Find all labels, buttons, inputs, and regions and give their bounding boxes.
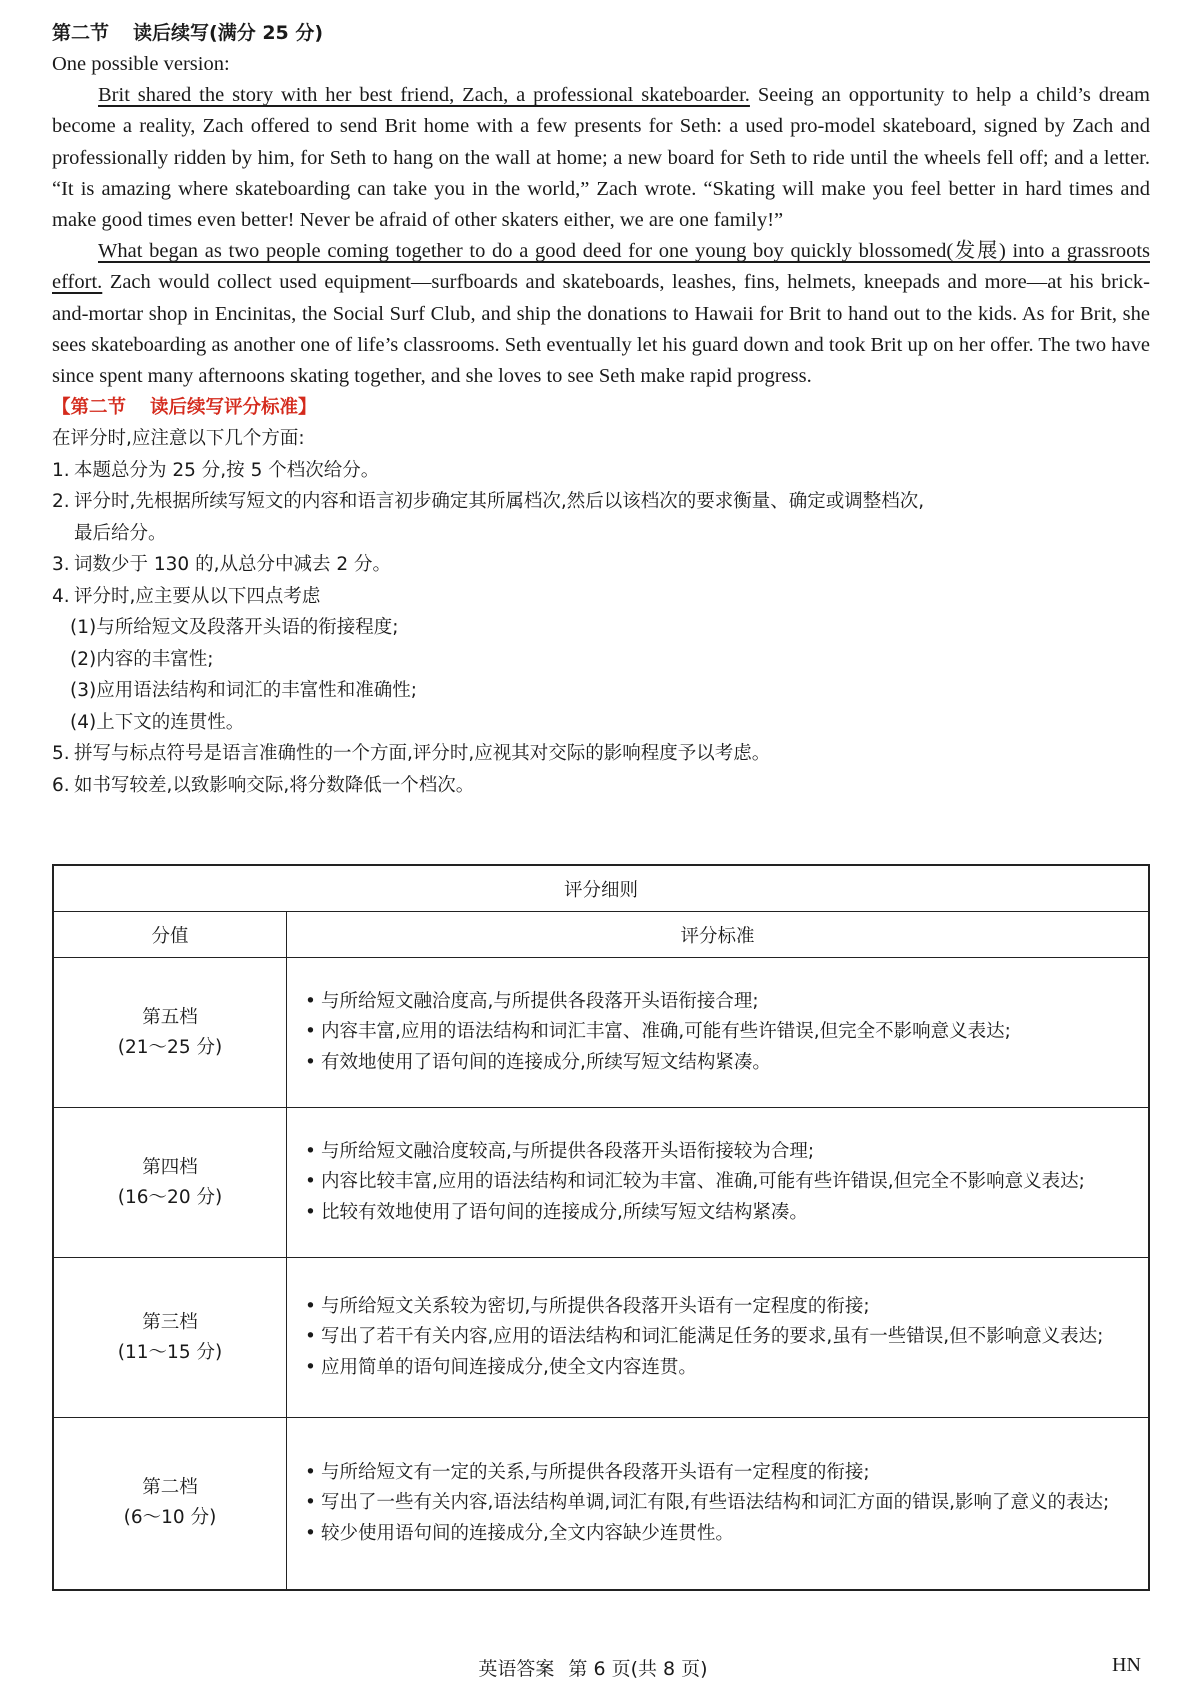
criterion: • 写出了一些有关内容,语法结构单调,词汇有限,有些语法结构和词汇方面的错误,影响了意义的表达; xyxy=(305,1488,1138,1519)
section-title: 读后续写(满分 25 分) xyxy=(133,22,324,44)
criteria-section-name: 读后续写评分标准 xyxy=(150,397,299,419)
table-header-row xyxy=(53,912,1149,958)
table-caption: 评分细则 xyxy=(53,865,1149,912)
criterion: • 应用简单的语句间连接成分,使全文内容连贯。 xyxy=(305,1353,1138,1384)
footer-subject: 英语答案 xyxy=(478,1658,555,1680)
rule-item: 6. 如书写较差,以致影响交际,将分数降低一个档次。 xyxy=(52,774,475,796)
level-name: 第四档 xyxy=(142,1156,198,1178)
sub-point: (3)应用语法结构和词汇的丰富性和准确性; xyxy=(70,680,417,702)
score-cell xyxy=(53,958,287,1108)
footer-page-number: 第 6 页(共 8 页) xyxy=(568,1658,708,1680)
criterion: • 与所给短文融洽度高,与所提供各段落开头语衔接合理; xyxy=(305,987,1138,1018)
rule-item-continuation: 最后给分。 xyxy=(74,522,167,544)
table-row xyxy=(53,1418,1149,1590)
table-row xyxy=(53,1108,1149,1258)
footer-code: HN xyxy=(1112,1654,1141,1676)
criteria-cell xyxy=(287,1108,1150,1258)
table-row xyxy=(53,1258,1149,1418)
paragraph-1-opening: Brit shared the story with her best friend, Zach, a professional skateboarder. xyxy=(98,84,750,107)
criterion: • 与所给短文关系较为密切,与所提供各段落开头语有一定程度的衔接; xyxy=(305,1292,1138,1323)
essay-paragraph-1 xyxy=(52,80,1150,236)
table-caption-row xyxy=(53,865,1149,912)
sub-point: (1)与所给短文及段落开头语的衔接程度; xyxy=(70,617,399,639)
paragraph-2-body: Zach would collect used equipment—surfboards and skateboards, leashes, fins, helmets, kneepads and more—at his brick-and-mortar shop in Encinitas, the Social Surf Club, and ship the donations to Hawaii for Brit to hand out to the kids. As for Brit, she sees skateboarding as another one of life’s classrooms. Seth eventually let his guard down and took Brit up on her offer. The two have since spent many afternoons skating together, and she loves to see Seth make rapid progress. xyxy=(52,271,1150,388)
sub-point: (2)内容的丰富性; xyxy=(70,648,214,670)
criterion: • 有效地使用了语句间的连接成分,所续写短文结构紧凑。 xyxy=(305,1048,1138,1079)
paragraph-2-opening: What began as two people coming together to do a good deed for one young boy quickly blossomed(发展) into a grassroots effort. xyxy=(52,240,1150,294)
rule-item: 1. 本题总分为 25 分,按 5 个档次给分。 xyxy=(52,459,380,481)
score-cell xyxy=(53,1108,287,1258)
criterion: • 比较有效地使用了语句间的连接成分,所续写短文结构紧凑。 xyxy=(305,1198,1138,1229)
criterion: • 较少使用语句间的连接成分,全文内容缺少连贯性。 xyxy=(305,1519,1138,1550)
criteria-cell xyxy=(287,958,1150,1108)
column-header-criteria: 评分标准 xyxy=(287,912,1150,958)
column-header-score: 分值 xyxy=(53,912,287,958)
footer-center xyxy=(0,1654,1200,1681)
score-cell xyxy=(53,1258,287,1418)
paragraph-1-body: Seeing an opportunity to help a child’s dream become a reality, Zach offered to send Brit home with a few presents for Seth: a used pro-model skateboard, signed by Zach and professionally ridden by him, for Seth to hang on the wall at home; a new board for Seth to ride until the wheels fell off; and a letter. “It is amazing where skateboarding can take you in the world,” Zach wrote. “Skating will make you feel better in hard times and make good times even better! Never be afraid of other skaters either, we are one family!” xyxy=(52,84,1150,232)
version-intro: One possible version: xyxy=(52,53,230,75)
rule-item: 4. 评分时,应主要从以下四点考虑 xyxy=(52,585,321,607)
criterion: • 写出了若干有关内容,应用的语法结构和词汇能满足任务的要求,虽有一些错误,但不影响意义表达; xyxy=(305,1322,1138,1353)
rule-item: 5. 拼写与标点符号是语言准确性的一个方面,评分时,应视其对交际的影响程度予以考虑。 xyxy=(52,743,771,765)
criterion: • 内容丰富,应用的语法结构和词汇丰富、准确,可能有些许错误,但完全不影响意义表达; xyxy=(305,1017,1138,1048)
scoring-table xyxy=(52,864,1150,1591)
criteria-cell xyxy=(287,1258,1150,1418)
criterion: • 与所给短文有一定的关系,与所提供各段落开头语有一定程度的衔接; xyxy=(305,1458,1138,1489)
bracket-close: 】 xyxy=(298,397,317,419)
sub-point: (4)上下文的连贯性。 xyxy=(70,711,245,733)
rule-item: 3. 词数少于 130 的,从总分中减去 2 分。 xyxy=(52,554,391,576)
criteria-intro: 在评分时,应注意以下几个方面: xyxy=(52,428,305,450)
criteria-section-number: 第二节 xyxy=(70,397,127,419)
level-range: (11～15 分) xyxy=(117,1341,223,1363)
level-name: 第三档 xyxy=(142,1311,198,1333)
criteria-section-title xyxy=(52,392,1150,423)
level-range: (21～25 分) xyxy=(117,1036,223,1058)
level-range: (6～10 分) xyxy=(123,1507,217,1529)
rule-item: 2. 评分时,先根据所续写短文的内容和语言初步确定其所属档次,然后以该档次的要求衡量、确定或调整档次, xyxy=(52,491,925,513)
section-heading xyxy=(52,18,1150,49)
answer-page xyxy=(52,18,1150,801)
criterion: • 内容比较丰富,应用的语法结构和词汇较为丰富、准确,可能有些许错误,但完全不影响意义表达; xyxy=(305,1167,1138,1198)
section-number: 第二节 xyxy=(52,22,110,44)
essay-paragraph-2 xyxy=(52,236,1150,392)
criterion: • 与所给短文融洽度较高,与所提供各段落开头语衔接较为合理; xyxy=(305,1137,1138,1168)
criteria-cell xyxy=(287,1418,1150,1590)
table-row xyxy=(53,958,1149,1108)
level-name: 第二档 xyxy=(142,1477,198,1499)
score-cell xyxy=(53,1418,287,1590)
level-range: (16～20 分) xyxy=(117,1186,223,1208)
bracket-open: 【 xyxy=(52,397,71,419)
level-name: 第五档 xyxy=(142,1006,198,1028)
